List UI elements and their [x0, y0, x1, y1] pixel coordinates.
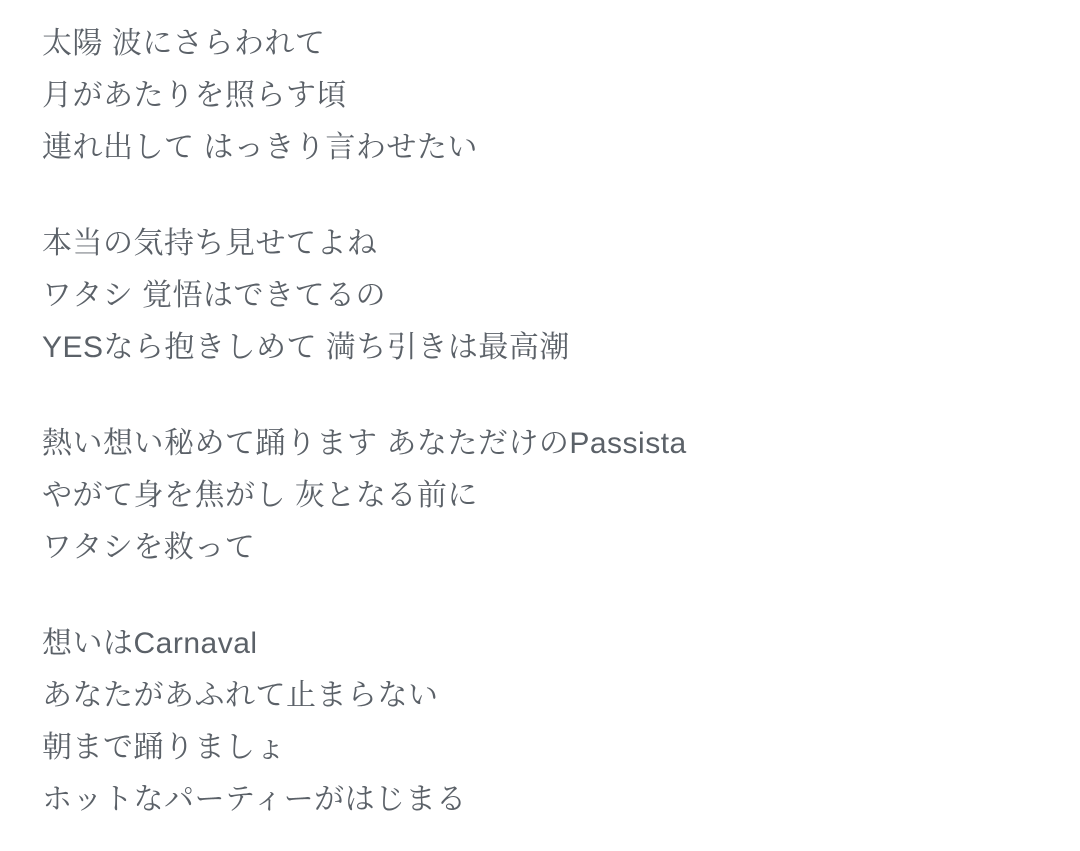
lyric-stanza [42, 18, 1060, 174]
lyric-line: やがて身を焦がし 灰となる前に [42, 479, 478, 512]
lyric-line: 本当の気持ち見せてよね [42, 227, 378, 260]
lyric-line: 太陽 波にさらわれて [42, 27, 326, 60]
lyric-line: 朝まで踊りましょ [42, 731, 286, 764]
lyric-line: YESなら抱きしめて 満ち引きは最高潮 [42, 331, 570, 364]
lyric-stanza [42, 618, 1060, 826]
lyric-line: ワタシを救って [42, 531, 256, 564]
lyric-line: 連れ出して はっきり言わせたい [42, 131, 478, 164]
lyric-line: ホットなパーティーがはじまる [42, 783, 467, 816]
lyric-line: ワタシ 覚悟はできてるの [42, 279, 387, 312]
lyric-stanza [42, 418, 1060, 574]
lyric-line: 想いはCarnaval [42, 627, 258, 660]
lyric-line: 月があたりを照らす頃 [42, 79, 347, 112]
lyric-line: 熱い想い秘めて踊ります あなただけのPassista [42, 427, 687, 460]
lyric-line: あなたがあふれて止まらない [42, 679, 439, 712]
lyric-stanza [42, 218, 1060, 374]
